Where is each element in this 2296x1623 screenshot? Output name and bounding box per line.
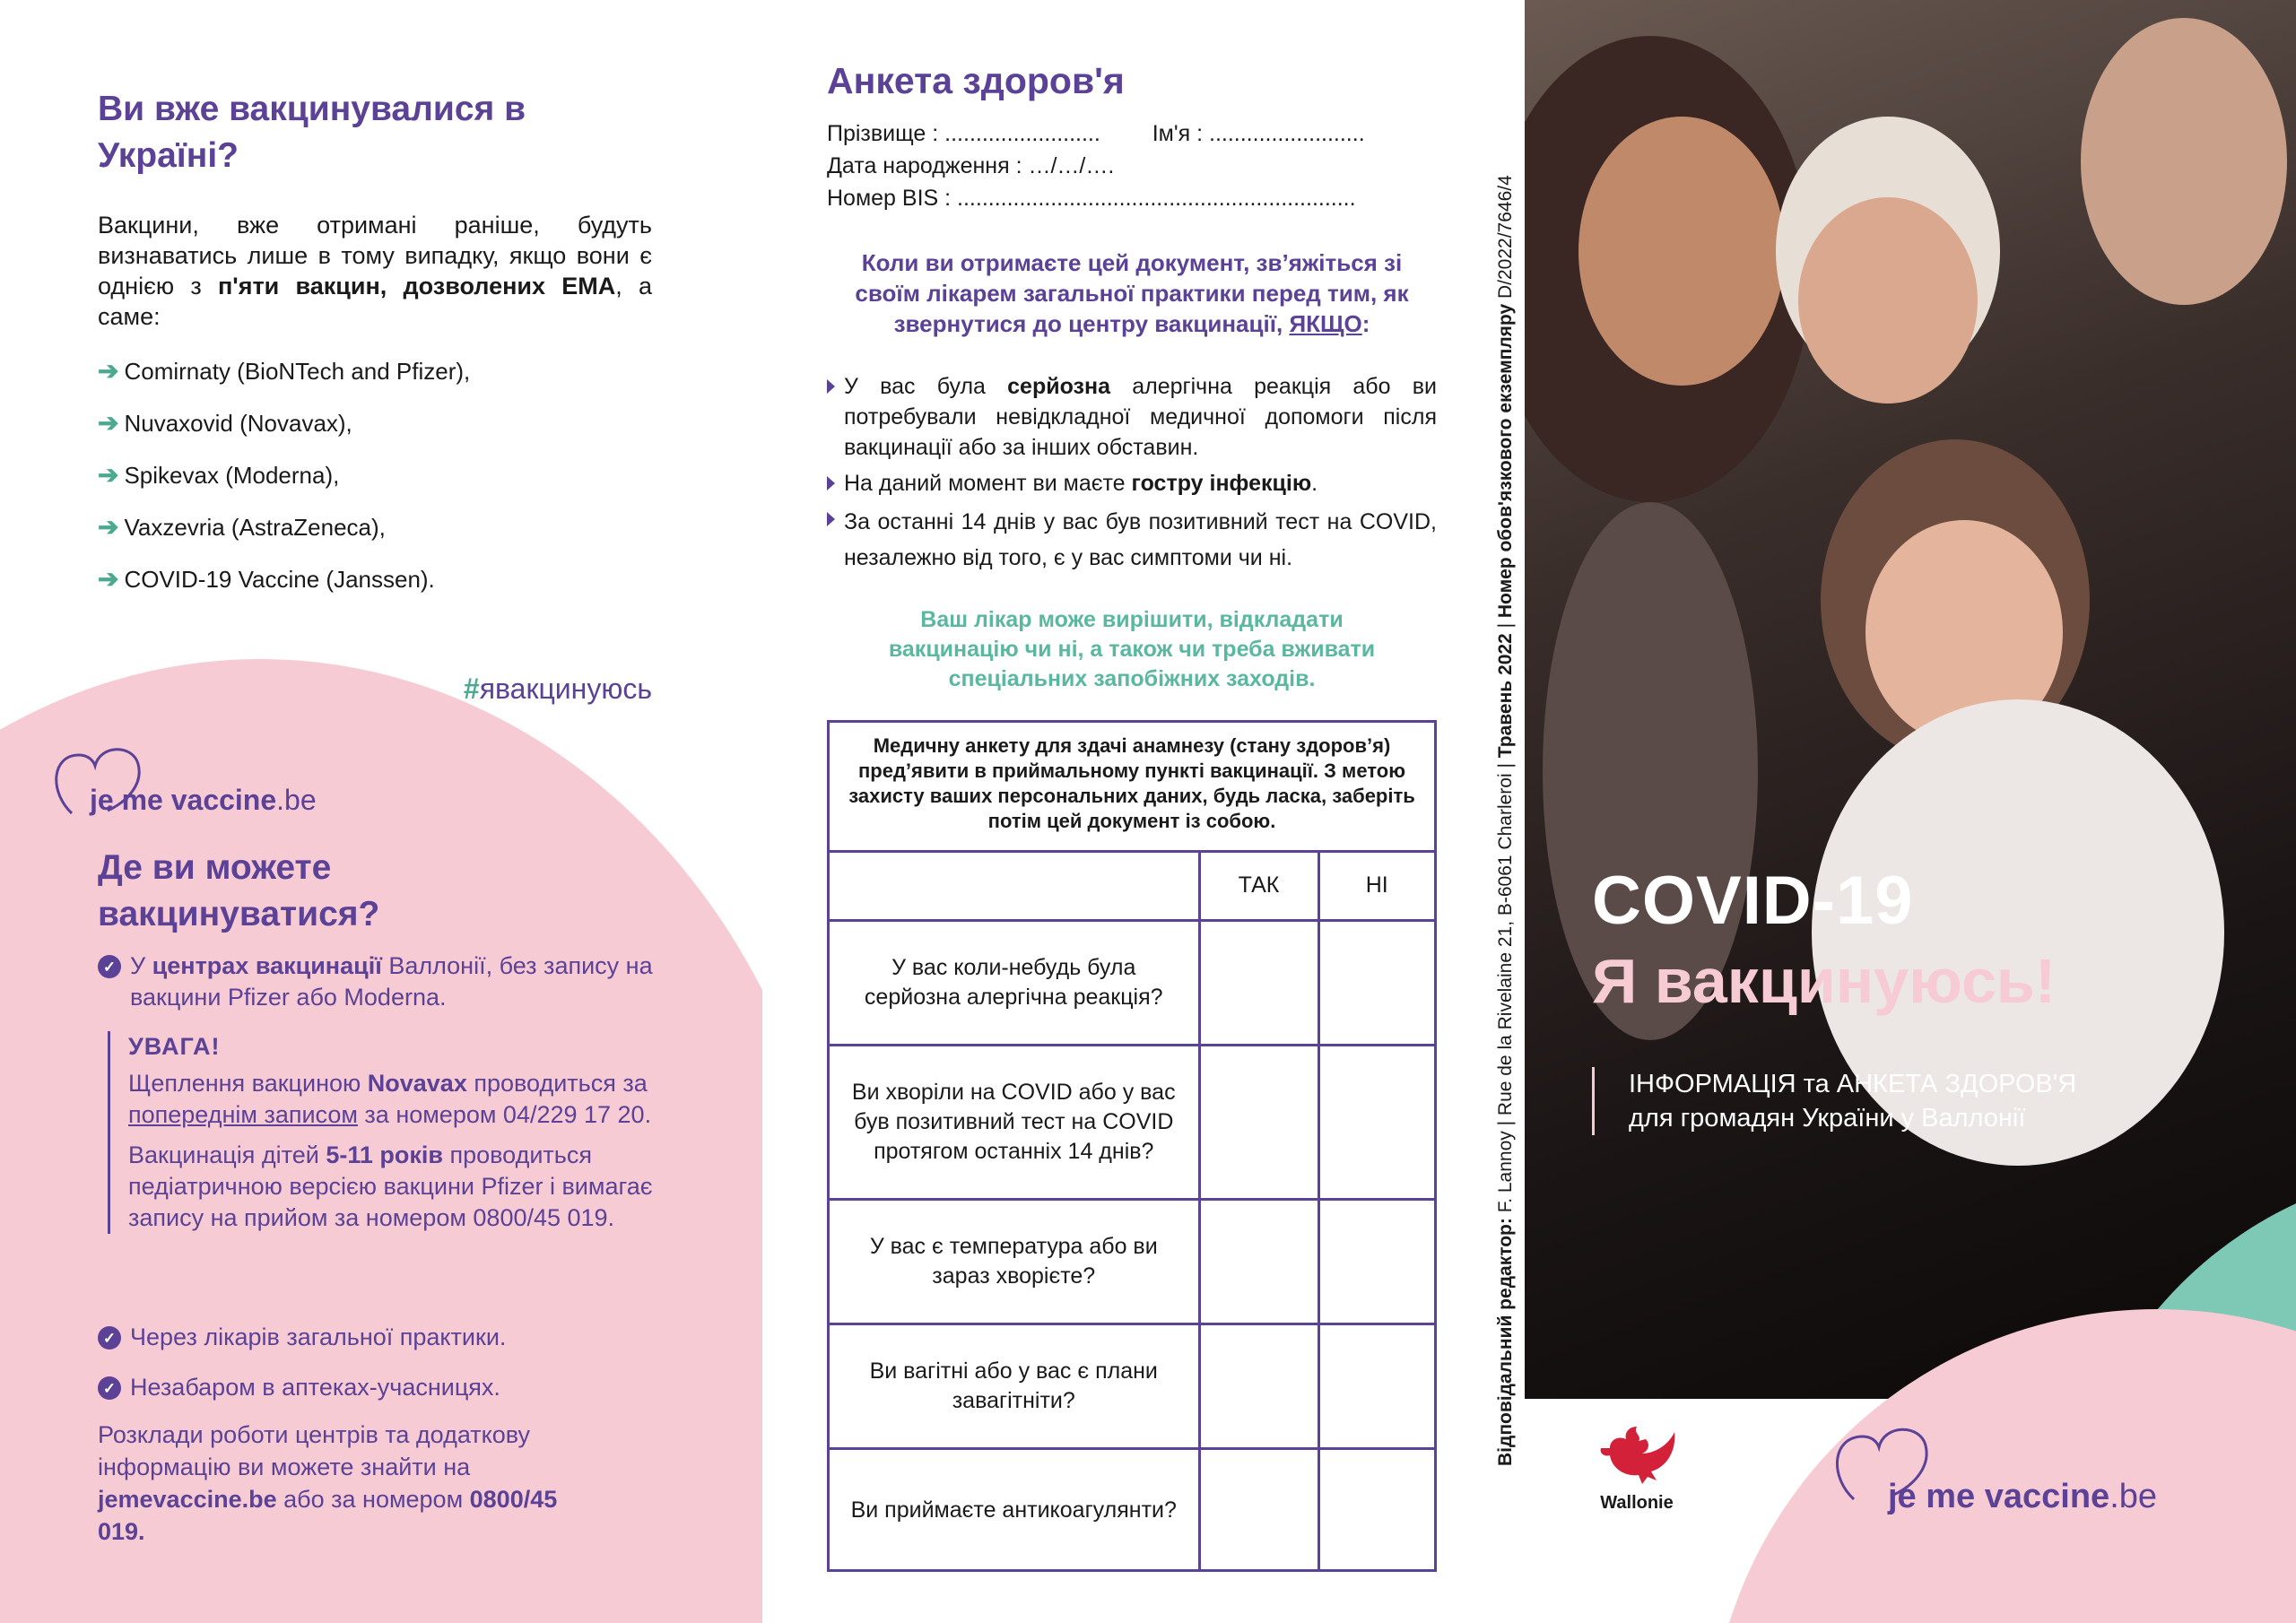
phone-number: 0800/45 019. xyxy=(98,1486,558,1545)
text: . xyxy=(1311,471,1318,496)
warning-title: УВАГА! xyxy=(128,1033,221,1060)
list-item xyxy=(98,408,652,460)
question-cell: У вас є температура або ви зараз хворієте? xyxy=(830,1199,1199,1324)
personal-fields xyxy=(827,117,1437,214)
contact-doctor-callout xyxy=(827,247,1437,339)
left-panel xyxy=(0,0,762,1623)
check-circle-icon: ✓ xyxy=(98,1326,121,1350)
subtitle-line-1: ІНФОРМАЦІЯ та АНКЕТА ЗДОРОВ'Я xyxy=(1629,1070,2077,1098)
yes-column-header: ТАК xyxy=(1199,853,1318,920)
questions-table xyxy=(830,853,1434,1572)
list-item xyxy=(98,1372,663,1403)
question-cell: Ви вагітні або у вас є плани завагітніти? xyxy=(830,1324,1199,1448)
list-item xyxy=(98,1322,663,1372)
table-row xyxy=(830,1324,1434,1448)
no-checkbox[interactable] xyxy=(1318,1045,1434,1199)
no-column-header: НІ xyxy=(1318,853,1434,920)
editor-address: F. Lannoy | Rue de la Rivelaine 21, B-6061 Charleroi | xyxy=(1495,758,1516,1219)
warning-note xyxy=(108,1031,664,1234)
website-link: jemevaccine.be xyxy=(98,1486,277,1513)
question-cell: У вас коли-небудь була серйозна алергічна реакція? xyxy=(830,920,1199,1045)
covid-title: COVID-19 xyxy=(1592,863,1914,939)
where-list-2 xyxy=(98,1322,663,1403)
logo-text xyxy=(1888,1478,2157,1516)
yes-checkbox[interactable] xyxy=(1199,1045,1318,1199)
text: Валлонії, без запису на вакцини Pfizer або Moderna. xyxy=(130,952,653,1011)
no-checkbox[interactable] xyxy=(1318,1199,1434,1324)
logo-word-2: vaccine xyxy=(170,784,277,816)
vaccine-name: COVID-19 Vaccine (Janssen). xyxy=(124,566,435,593)
warning-novavax xyxy=(128,1068,664,1131)
table-row xyxy=(830,920,1434,1045)
vaccine-list xyxy=(98,356,652,616)
list-item xyxy=(98,460,652,512)
no-checkbox[interactable] xyxy=(1318,1448,1434,1572)
medical-form xyxy=(827,720,1437,1572)
conditions-list xyxy=(827,371,1437,576)
cover-title xyxy=(1592,861,2056,1020)
hash-symbol: # xyxy=(463,673,480,705)
logo-tld: .be xyxy=(2109,1478,2158,1515)
arrow-right-icon: ➔ xyxy=(98,357,119,385)
question-header xyxy=(830,853,1199,920)
arrow-right-icon: ➔ xyxy=(98,461,119,489)
table-row xyxy=(830,1199,1434,1324)
wallonie-logo xyxy=(1587,1421,1686,1514)
name-field: Ім'я : ......................... xyxy=(1152,121,1365,146)
warning-children xyxy=(128,1140,664,1234)
yes-checkbox[interactable] xyxy=(1199,1448,1318,1572)
dob-field: Дата народження : …/…/…. xyxy=(827,153,1115,178)
text-bold: Novavax xyxy=(367,1070,467,1097)
intro-text-2: , а саме: xyxy=(98,273,653,330)
text-underline: ЯКЩО xyxy=(1289,310,1362,337)
text-bold: серйозна xyxy=(1007,374,1110,399)
schedule-info xyxy=(98,1419,600,1548)
text-bold: 5-11 років xyxy=(326,1141,443,1168)
logo-word-2: vaccine xyxy=(1984,1478,2110,1515)
text: У xyxy=(130,952,152,979)
question-cell: Ви приймаєте антикоагулянти? xyxy=(830,1448,1199,1572)
bis-field: Номер BIS : ................................................................ xyxy=(827,186,1356,211)
text: Коли ви отримаєте цей документ, зв’яжіться зі своїм лікарем загальної практики перед тим, як звернутися до центру вакцинації, xyxy=(855,249,1409,337)
text-underline: попереднім записом xyxy=(128,1101,358,1128)
list-item xyxy=(827,468,1437,499)
arrow-right-icon: ➔ xyxy=(98,513,119,541)
text-bold: гостру інфекцію xyxy=(1131,471,1312,496)
intro-text-1: Вакцини, вже отримані раніше, будуть визнаватись лише в тому випадку, якщо вони є однією з xyxy=(98,212,652,299)
surname-name-line xyxy=(827,117,1437,150)
photo-grandfather-face xyxy=(2081,18,2287,305)
publisher-imprint xyxy=(1493,148,1518,1466)
list-item xyxy=(827,371,1437,463)
text: або за номером xyxy=(276,1486,470,1513)
text: Вакцинація дітей xyxy=(128,1141,326,1168)
logo-tld: .be xyxy=(276,784,317,816)
publication-date: Травень 2022 xyxy=(1495,633,1516,759)
surname-field: Прізвище : ......................... xyxy=(827,121,1100,146)
form-title: Анкета здоров'я xyxy=(827,60,1125,101)
where-list xyxy=(98,950,663,1013)
condition-text xyxy=(844,371,1437,463)
cover-subtitle xyxy=(1592,1067,2076,1135)
vaccine-name: Spikevax (Moderna), xyxy=(124,462,340,489)
logo-word-1: je me xyxy=(1888,1478,1985,1515)
wallonie-label: Wallonie xyxy=(1600,1493,1674,1513)
rooster-icon xyxy=(1592,1421,1682,1488)
yes-checkbox[interactable] xyxy=(1199,1324,1318,1448)
list-item xyxy=(98,950,663,1013)
list-item xyxy=(827,504,1437,576)
triangle-bullet-icon xyxy=(827,476,835,490)
hashtag-text: явакцинуюсь xyxy=(479,673,652,705)
cover-panel xyxy=(1525,0,2296,1623)
subtitle-line-2: для громадян України у Валлонії xyxy=(1629,1104,2026,1133)
text: : xyxy=(1361,310,1370,337)
vaccines-intro xyxy=(98,210,652,332)
where-heading: Де ви можете вакцинуватися? xyxy=(98,848,380,933)
table-row xyxy=(830,1448,1434,1572)
text: за номером 04/229 17 20. xyxy=(357,1101,652,1128)
separator: | xyxy=(1495,618,1516,634)
no-checkbox[interactable] xyxy=(1318,920,1434,1045)
text: У вас була xyxy=(844,374,1008,399)
list-item xyxy=(98,564,652,616)
text: На даний момент ви маєте xyxy=(844,471,1132,496)
text: проводиться педіатричною версією вакцини Pfizer і вимагає запису на прийом за номером 0800/45 019. xyxy=(128,1141,653,1231)
list-item xyxy=(98,512,652,564)
logo-text xyxy=(90,784,317,817)
photo-grandmother-face xyxy=(1798,197,1978,404)
text-bold: центрах вакцинації xyxy=(152,952,382,979)
table-header-row xyxy=(830,853,1434,920)
middle-panel xyxy=(762,0,1525,1623)
vaccinated-heading: Ви вже вакцинувалися в Україні? xyxy=(98,90,526,175)
doctor-decision-note: Ваш лікар може вирішити, відкладати вакцинацію чи ні, а також чи треба вживати спеціальних запобіжних заходів. xyxy=(888,607,1376,691)
list-item xyxy=(98,356,652,408)
no-checkbox[interactable] xyxy=(1318,1324,1434,1448)
vaccination-title: Я вакцинуюсь! xyxy=(1592,946,2057,1016)
check-circle-icon: ✓ xyxy=(98,955,121,978)
editor-label: Відповідальний редактор: xyxy=(1495,1218,1516,1466)
where-item-text xyxy=(130,950,663,1013)
vaccine-name: Nuvaxovid (Novavax), xyxy=(124,410,352,437)
where-item-text: Незабаром в аптеках-учасницях. xyxy=(130,1374,500,1401)
question-cell: Ви хворіли на COVID або у вас був позитивний тест на COVID протягом останніх 14 днів? xyxy=(830,1045,1199,1199)
arrow-right-icon: ➔ xyxy=(98,409,119,437)
vaccine-name: Comirnaty (BioNTech and Pfizer), xyxy=(124,358,471,385)
legal-deposit-number: D/2022/7646/4 xyxy=(1495,175,1516,304)
arrow-right-icon: ➔ xyxy=(98,565,119,593)
table-row xyxy=(830,1045,1434,1199)
text: Розклади роботи центрів та додаткову інформацію ви можете знайти на xyxy=(98,1421,531,1480)
condition-text: За останні 14 днів у вас був позитивний тест на COVID, незалежно від того, є у вас симптоми чи ні. xyxy=(844,509,1437,570)
logo-word-1: je me xyxy=(90,784,171,816)
where-item-text: Через лікарів загальної практики. xyxy=(130,1324,507,1350)
photo-woman-face xyxy=(1578,117,1785,386)
family-photo xyxy=(1525,0,2296,1399)
triangle-bullet-icon xyxy=(827,379,835,394)
text: алергічна реакція або ви потребували невідкладної медичної допомоги після вакцинації або за інших обставин. xyxy=(844,374,1437,460)
legal-deposit-label: Номер обов'язкового екземпляру xyxy=(1495,303,1516,619)
yes-checkbox[interactable] xyxy=(1199,920,1318,1045)
form-header: Медичну анкету для здачі анамнезу (стану здоров’я) пред’явити в приймальному пункті вакцинації. З метою захисту ваших персональних даних, будь ласка, заберіть потім цей документ із собою. xyxy=(830,723,1434,853)
hashtag xyxy=(464,673,652,706)
triangle-bullet-icon xyxy=(827,512,835,526)
text: проводиться за xyxy=(466,1070,648,1097)
yes-checkbox[interactable] xyxy=(1199,1199,1318,1324)
text: Щеплення вакциною xyxy=(128,1070,368,1097)
vaccine-name: Vaxzevria (AstraZeneca), xyxy=(124,514,386,541)
intro-bold: п'яти вакцин, дозволених ЕМА xyxy=(217,273,616,299)
condition-text xyxy=(844,468,1318,499)
check-circle-icon: ✓ xyxy=(98,1376,121,1400)
